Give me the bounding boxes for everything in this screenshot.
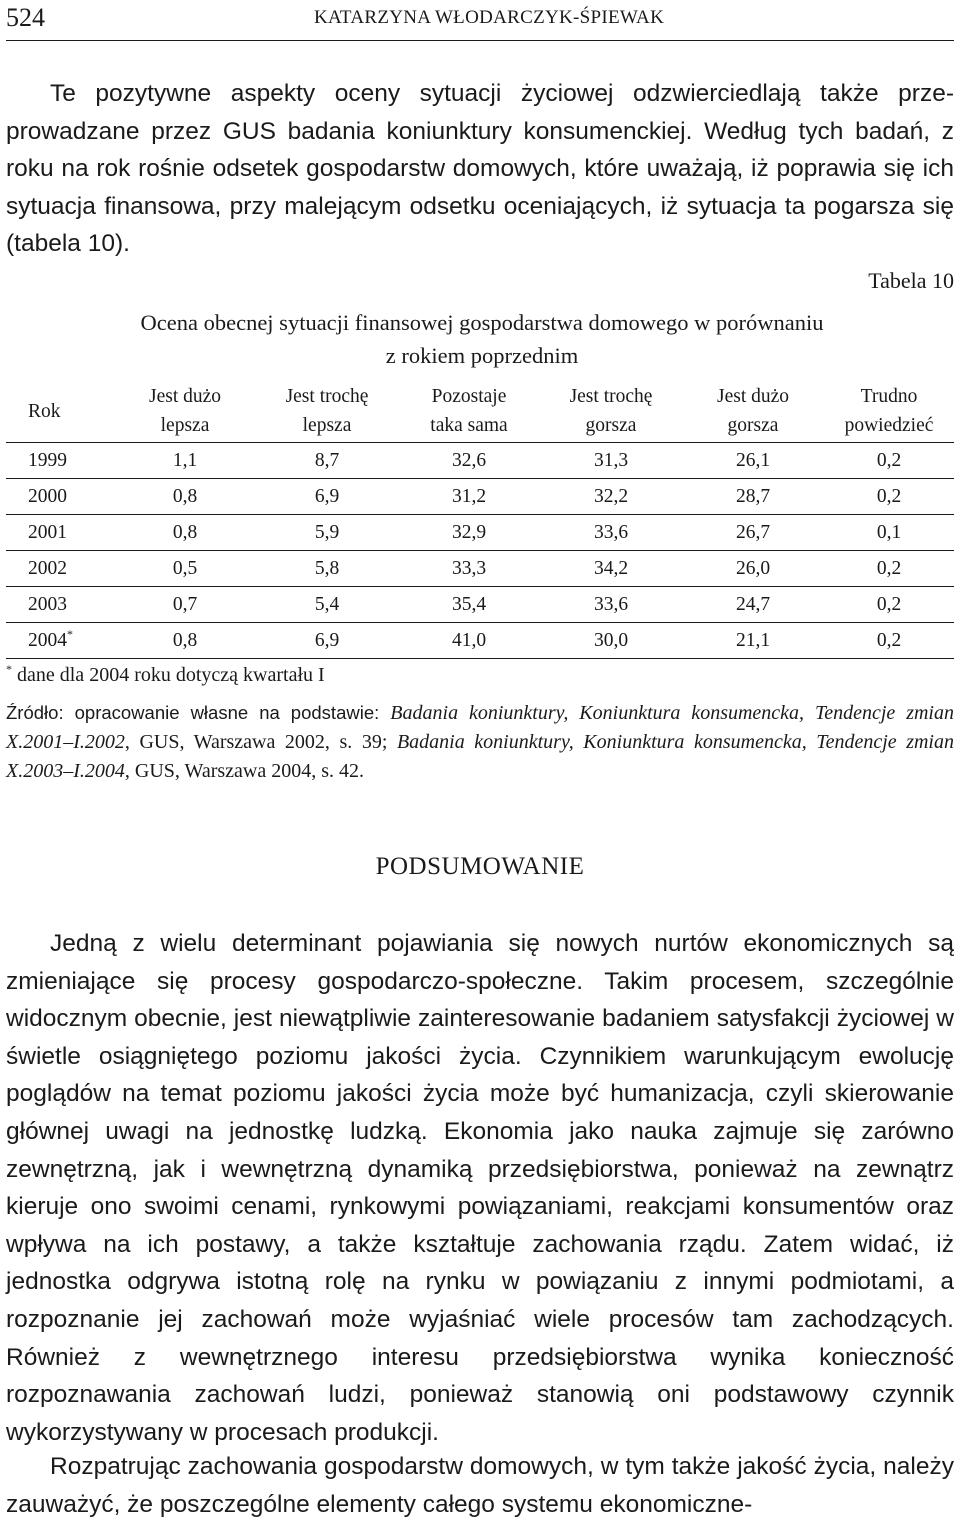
source-ref-1-title: Badania koniunktury, Koniunktura konsumencka, Tendencje zmian X.2001–I.2002 [6, 702, 954, 753]
header-line-1: Jest trochę [285, 386, 369, 407]
table-cell: 26,0 [682, 551, 824, 587]
summary-paragraph-2: Rozpatrując zachowania gospodarstw domowych, w tym także jakość życia, należy zauważyć, że poszczególne elementy całego systemu ekonomiczne- [6, 1453, 954, 1518]
table-source-note [6, 698, 954, 786]
table-row [6, 587, 954, 623]
table-cell: 1,1 [114, 443, 256, 479]
table-cell: 6,9 [256, 479, 398, 515]
table-cell: 0,5 [114, 551, 256, 587]
table-cell: 33,3 [398, 551, 540, 587]
intro-paragraph: Te pozytywne aspekty oceny sytuacji życiowej odzwierciedlają także przeprowadzane przez GUS badania koniunktury konsumenckiej. Według tych badań, z roku na rok rośnie odsetek gospodarstw domowych, które uważają, iż poprawia się ich sytuacja finansowa, przy malejącym odsetku oceniających, iż sytuacja ta pogarsza się (tabela 10). [6, 80, 954, 258]
table-title [72, 306, 892, 372]
header-line-2: lepsza [160, 415, 210, 436]
table-title-line-2: z rokiem poprzednim [385, 343, 579, 368]
table-cell: 0,8 [114, 515, 256, 551]
header-line-1: Rok [28, 400, 61, 422]
table-header-cell [256, 380, 398, 443]
table-label: Tabela 10 [868, 268, 954, 293]
table-cell: 6,9 [256, 623, 398, 659]
table-cell: 32,6 [398, 443, 540, 479]
source-ref-2-publisher: , GUS, Warszawa 2004, s. 42. [124, 760, 364, 782]
table-header-cell [398, 380, 540, 443]
year-cell: 2002 [6, 551, 114, 587]
header-line-2: lepsza [302, 415, 352, 436]
running-head-author: KATARZYNA WŁODARCZYK-ŚPIEWAK [314, 7, 665, 28]
header-line-1: Jest dużo [716, 386, 790, 407]
year-cell: 1999 [6, 443, 114, 479]
table-row [6, 551, 954, 587]
table-cell: 5,9 [256, 515, 398, 551]
source-label: Źródło: opracowanie własne na podstawie: [6, 702, 391, 723]
year-cell: 2004* [6, 623, 114, 659]
table-cell: 31,3 [540, 443, 682, 479]
footnote-marker: * [67, 626, 73, 641]
table-footnote [6, 660, 325, 690]
table-header-cell [682, 380, 824, 443]
header-line-2: taka sama [430, 415, 508, 436]
table-cell: 0,2 [824, 551, 954, 587]
table-header-cell [824, 380, 954, 443]
book-page [6, 0, 954, 1518]
table-row [6, 479, 954, 515]
year-cell: 2001 [6, 515, 114, 551]
header-line-2: gorsza [727, 415, 779, 436]
table-cell: 41,0 [398, 623, 540, 659]
table-header-row [6, 380, 954, 443]
table-cell: 28,7 [682, 479, 824, 515]
table-cell: 0,1 [824, 515, 954, 551]
table-header-cell [6, 380, 114, 443]
table-cell: 0,2 [824, 587, 954, 623]
table-cell: 24,7 [682, 587, 824, 623]
table-cell: 5,8 [256, 551, 398, 587]
table-cell: 0,2 [824, 443, 954, 479]
header-line-2: gorsza [585, 415, 637, 436]
year-cell: 2000 [6, 479, 114, 515]
header-line-1: Jest dużo [148, 386, 222, 407]
table-cell: 31,2 [398, 479, 540, 515]
table-cell: 26,7 [682, 515, 824, 551]
section-heading: PODSUMOWANIE [375, 853, 585, 880]
table-row [6, 515, 954, 551]
table-cell: 21,1 [682, 623, 824, 659]
header-line-1: Pozostaje [431, 386, 507, 407]
page-number: 524 [6, 3, 45, 32]
table-cell: 8,7 [256, 443, 398, 479]
table-cell: 32,9 [398, 515, 540, 551]
year-cell: 2003 [6, 587, 114, 623]
footnote-text: dane dla 2004 roku dotyczą kwartału I [17, 664, 325, 686]
table-cell: 0,2 [824, 623, 954, 659]
table-header-cell [114, 380, 256, 443]
header-line-1: Jest trochę [569, 386, 653, 407]
table-cell: 5,4 [256, 587, 398, 623]
footnote-marker: * [6, 662, 12, 676]
table-cell: 0,7 [114, 587, 256, 623]
table-cell: 30,0 [540, 623, 682, 659]
table-cell: 32,2 [540, 479, 682, 515]
table-cell: 35,4 [398, 587, 540, 623]
table-title-line-1: Ocena obecnej sytuacji finansowej gospodarstwa domowego w porównaniu [140, 310, 824, 335]
source-ref-2-title: Badania koniunktury, Koniunktura konsumencka, Tendencje zmian X.2003–I.2004 [6, 731, 954, 782]
summary-paragraph-1: Jedną z wielu determinant pojawiania się nowych nurtów ekonomicznych są zmieniające się procesy gospodarczo-społeczne. Takim procesem, szczególnie widocznym obecnie, jest niewątpliwie zainteresowanie badaniem satysfakcji życiowej w świetle osiągniętego poziomu jakości życia. Czynnikiem warunkującym ewolucję poglądów na temat poziomu jakości życia może być humanizacja, czyli skierowanie głównej uwagi na jednostkę ludzką. Ekonomia jako nauka zajmuje się zarówno zewnętrzną, jak i wewnętrzną dynamiką przedsiębiorstwa, ponieważ na zewnątrz kieruje ono swoimi cenami, rynkowymi powiązaniami, reakcjami konsumentów oraz wpływa na ich postawy, a także kształtuje zachowania rządu. Zatem widać, iż jednostka odgrywa istotną rolę na rynku w powiązaniu z innymi podmiotami, a rozpoznanie jej zachowań może wyjaśniać wiele procesów tam zachodzących. Również z wewnętrznego interesu przedsiębiorstwa wynika konieczność rozpoznawania zachowań ludzi, ponieważ stanowią oni podstawowy czynnik wykorzystywany w procesach produkcji. [6, 930, 954, 1446]
financial-situation-table [6, 380, 954, 659]
header-line-1: Trudno [860, 386, 918, 407]
table-cell: 33,6 [540, 587, 682, 623]
table-cell: 26,1 [682, 443, 824, 479]
header-line-2: powiedzieć [844, 415, 934, 436]
table-cell: 0,8 [114, 623, 256, 659]
table-cell: 33,6 [540, 515, 682, 551]
table-cell: 34,2 [540, 551, 682, 587]
table-row [6, 443, 954, 479]
source-ref-1-publisher: , GUS, Warszawa 2002, s. 39; [124, 731, 397, 753]
table-header-cell [540, 380, 682, 443]
table-cell: 0,2 [824, 479, 954, 515]
running-header [6, 0, 954, 41]
table-row [6, 623, 954, 659]
table-cell: 0,8 [114, 479, 256, 515]
